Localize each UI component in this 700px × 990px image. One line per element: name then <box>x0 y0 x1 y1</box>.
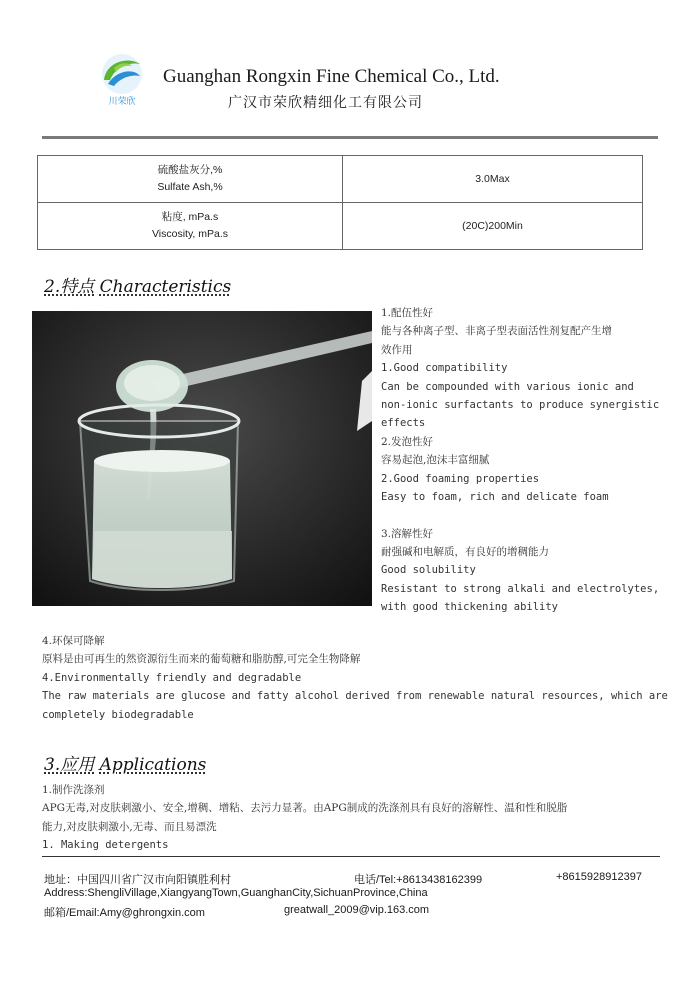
characteristics-text <box>381 304 666 617</box>
heading-number: 2.特点 <box>44 277 95 297</box>
heading-title: Applications <box>99 755 207 775</box>
text-line: The raw materials are glucose and fatty alcohol derived from renewable natural resources, which are <box>42 690 668 703</box>
footer-phone: 电话/Tel:+8613438162399 <box>354 874 483 886</box>
text-line: Easy to foam, rich and delicate foam <box>381 490 609 503</box>
text-line: 耐强碱和电解质，有良好的增稠能力 <box>381 546 549 559</box>
text-line: 能力,对皮肤刺激小,无毒、而且易漂洗 <box>42 820 217 833</box>
property-name-cn: 粘度, mPa.s <box>161 211 219 223</box>
text-line: Good solubility <box>381 564 476 577</box>
text-line: 2.Good foaming properties <box>381 472 540 485</box>
text-line <box>381 506 666 524</box>
table-cell-value: 3.0Max <box>343 156 643 203</box>
footer-divider <box>42 856 660 857</box>
text-line: 原料是由可再生的然资源衍生而来的葡萄糖和脂肪醇,可完全生物降解 <box>42 653 361 666</box>
text-line: 1. Making detergents <box>42 839 169 852</box>
text-line: completely biodegradable <box>42 708 194 721</box>
table-cell-property <box>38 156 343 203</box>
logo-text: 川荣欣 <box>108 97 136 107</box>
text-line: 容易起泡,泡沫丰富细腻 <box>381 454 490 467</box>
heading-title: Characteristics <box>99 277 232 297</box>
footer-email-2: greatwall_2009@vip.163.com <box>284 904 430 916</box>
property-name-en: Viscosity, mPa.s <box>151 228 229 240</box>
section-heading-characteristics <box>44 272 231 297</box>
applications-text <box>42 781 662 855</box>
header-divider <box>42 136 658 139</box>
property-name-cn: 硫酸盐灰分,% <box>157 164 223 176</box>
text-line: 4.环保可降解 <box>42 635 105 647</box>
text-line: APG无毒,对皮肤刺激小、安全,增稠、增粘、去污力显著。由APG制成的洗涤剂具有良好的溶解性、温和性和脱脂 <box>42 802 568 815</box>
footer-phone-2: +8615928912397 <box>556 871 642 883</box>
table-cell-property <box>38 203 343 250</box>
footer-email: 邮箱/Email:Amy@ghrongxin.com <box>44 907 205 919</box>
characteristics-text-full <box>42 632 668 724</box>
company-name-en: Guanghan Rongxin Fine Chemical Co., Ltd. <box>163 66 500 87</box>
text-line: Can be compounded with various ionic and <box>381 380 634 393</box>
table-cell-value: (20C)200Min <box>343 203 643 250</box>
text-line: 1.Good compatibility <box>381 362 508 375</box>
text-line: with good thickening ability <box>381 601 559 614</box>
text-line: 1.制作洗涤剂 <box>42 784 105 796</box>
section-heading-applications <box>44 750 206 775</box>
text-line: 4.Environmentally friendly and degradable <box>42 671 302 684</box>
text-line: 2.发泡性好 <box>381 435 434 448</box>
text-line: non-ionic surfactants to produce synergistic <box>381 398 660 411</box>
heading-number: 3.应用 <box>44 755 95 775</box>
text-line: 能与各种离子型、非离子型表面活性剂复配产生增 <box>381 325 612 338</box>
table-row <box>38 156 643 203</box>
product-photo <box>32 311 372 606</box>
footer-address-en: Address:ShengliVillage,XiangyangTown,GuanghanCity,SichuanProvince,China <box>44 887 428 899</box>
text-line: 1.配伍性好 <box>381 307 434 319</box>
company-logo <box>94 50 150 110</box>
text-line: 3.溶解性好 <box>381 527 434 540</box>
spec-table <box>37 155 643 250</box>
text-line: 效作用 <box>381 343 413 356</box>
property-name-en: Sulfate Ash,% <box>157 181 223 193</box>
company-name-cn: 广汉市荣欣精细化工有限公司 <box>228 95 423 111</box>
text-line: Resistant to strong alkali and electrolytes, <box>381 582 660 595</box>
table-row <box>38 203 643 250</box>
text-line: effects <box>381 417 426 430</box>
footer-address-cn: 地址：中国四川省广汉市向阳镇胜利村 <box>44 874 231 886</box>
